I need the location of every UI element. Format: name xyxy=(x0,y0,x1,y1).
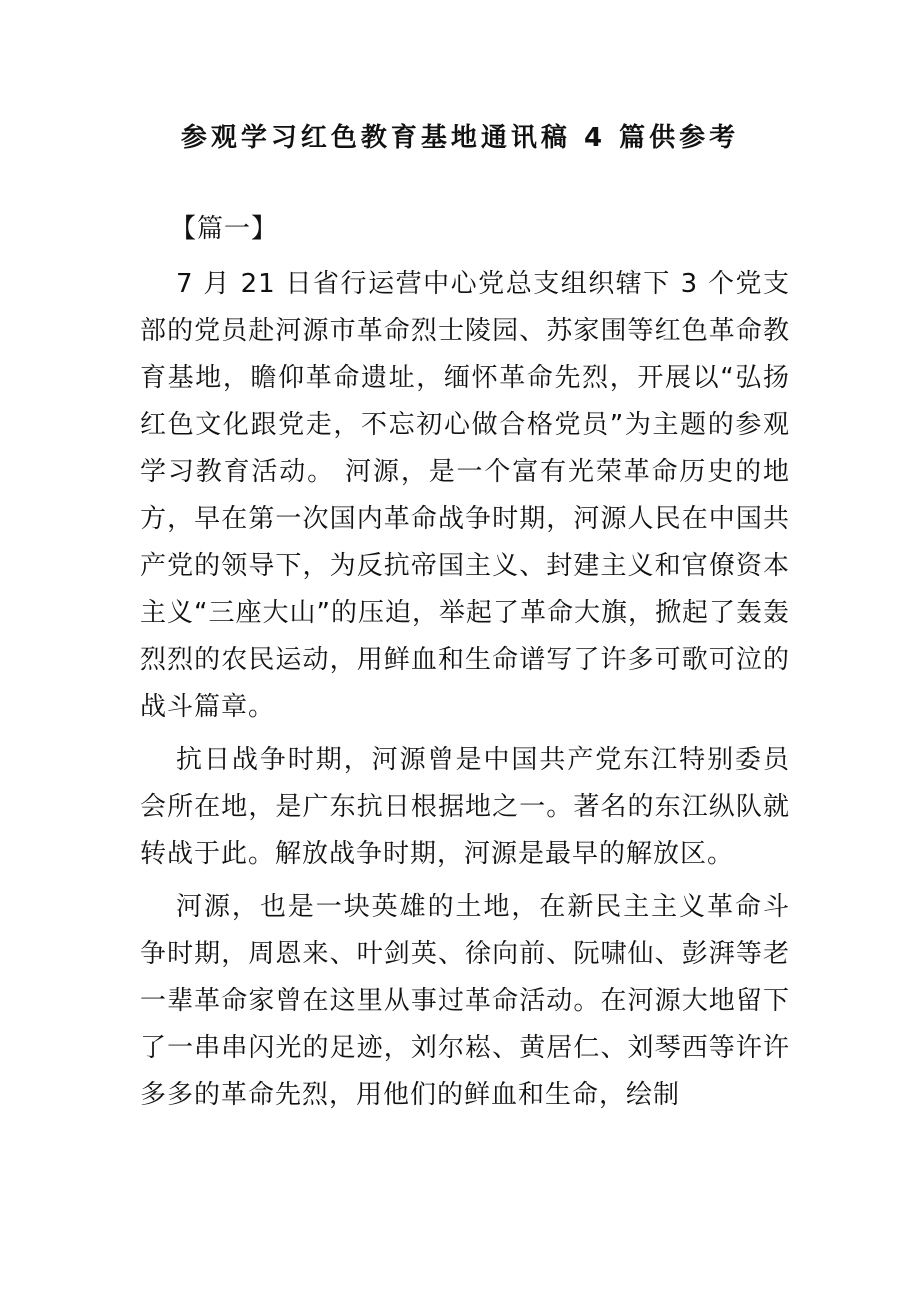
paragraph-3: 河源，也是一块英雄的土地，在新民主主义革命斗争时期，周恩来、叶剑英、徐向前、阮啸仙、彭湃等老一辈革命家曾在这里从事过革命活动。在河源大地留下了一串串闪光的足迹，刘尔崧、黄居仁、刘琴西等许许多多的革命先烈，用他们的鲜血和生命，绘制 xyxy=(140,892,790,1110)
paragraph-2: 抗日战争时期，河源曾是中国共产党东江特别委员会所在地，是广东抗日根据地之一。著名的东江纵队就转战于此。解放战争时期，河源是最早的解放区。 xyxy=(140,745,790,869)
paragraph-1: 7 月 21 日省行运营中心党总支组织辖下 3 个党支部的党员赴河源市革命烈士陵园、苏家围等红色革命教育基地，瞻仰革命遗址，缅怀革命先烈，开展以“弘扬红色文化跟党走，不忘初心做合格党员”为主题的参观学习教育活动。 河源，是一个富有光荣革命历史的地方，早在第一次国内革命战争时期，河源人民在中国共产党的领导下，为反抗帝国主义、封建主义和官僚资本主义“三座大山”的压迫，举起了革命大旗，掀起了轰轰烈烈的农民运动，用鲜血和生命谱写了许多可歌可泣的战斗篇章。 xyxy=(140,269,790,722)
document-body xyxy=(140,206,790,1125)
section-heading: 【篇一】 xyxy=(170,214,279,244)
document-title: 参观学习红色教育基地通讯稿 4 篇供参考 xyxy=(180,123,740,153)
